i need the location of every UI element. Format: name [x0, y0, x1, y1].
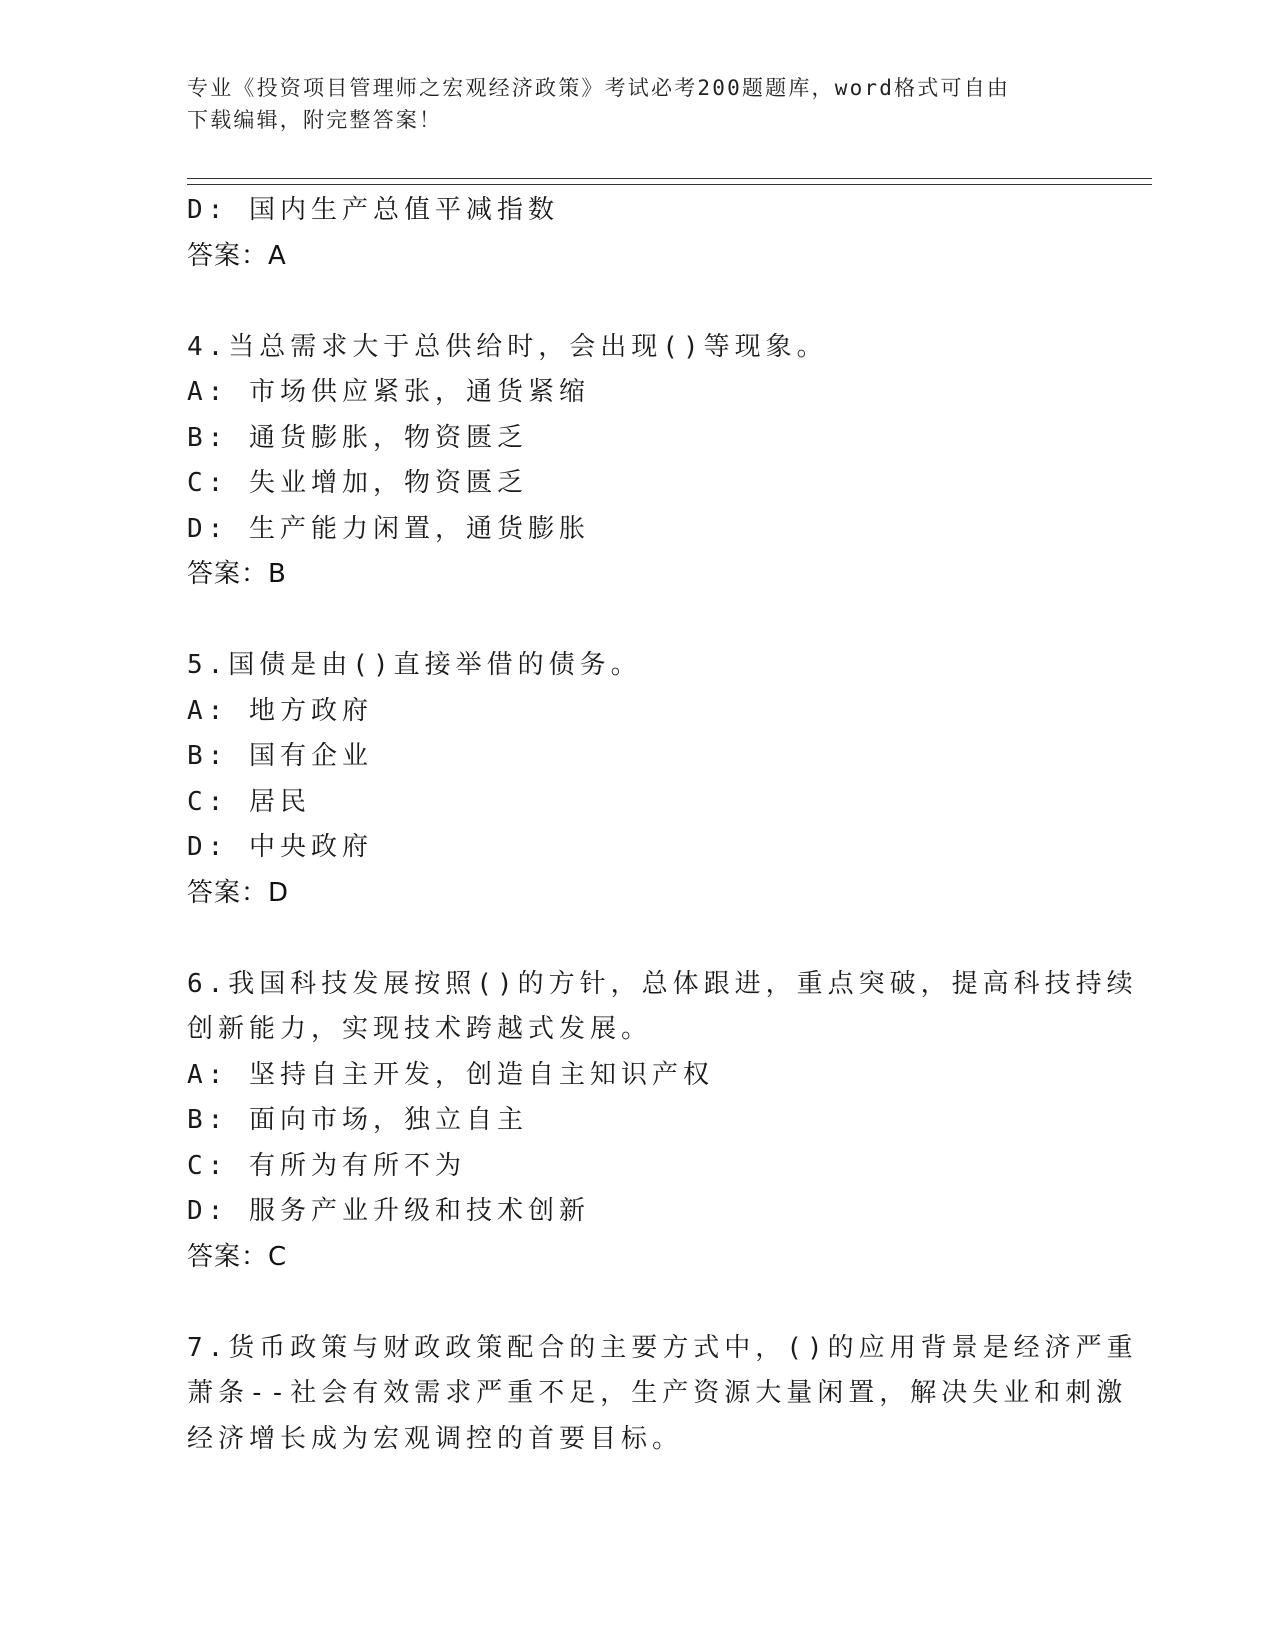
question-5-option-d: D: 中央政府	[187, 832, 373, 862]
question-6	[187, 962, 1138, 1281]
spacer	[187, 598, 1067, 644]
question-3-option-d: D: 国内生产总值平减指数	[187, 195, 559, 225]
question-7	[187, 1326, 1138, 1463]
question-6-text-line-1: 6.我国科技发展按照()的方针，总体跟进，重点突破，提高科技持续	[187, 968, 1138, 999]
question-6-option-b: B: 面向市场，独立自主	[187, 1105, 528, 1135]
question-6-option-a: A: 坚持自主开发，创造自主知识产权	[187, 1059, 714, 1090]
question-5-option-a: A: 地方政府	[187, 695, 373, 726]
header-line-2: 下载编辑，附完整答案！	[187, 108, 443, 132]
question-5-answer: 答案：D	[187, 877, 290, 908]
header-divider-top	[187, 178, 1152, 179]
question-5-text: 5.国债是由()直接举借的债务。	[187, 650, 642, 680]
header-divider-bottom	[187, 184, 1152, 185]
spacer	[187, 279, 1067, 325]
question-7-text-line-2: 萧条--社会有效需求严重不足，生产资源大量闲置，解决失业和刺激	[187, 1378, 1128, 1408]
question-6-option-d: D: 服务产业升级和技术创新	[187, 1196, 590, 1226]
question-6-option-c: C: 有所为有所不为	[187, 1150, 466, 1181]
spacer	[187, 916, 1067, 962]
question-5-option-b: B: 国有企业	[187, 741, 373, 771]
question-4	[187, 325, 1067, 598]
header-line-1: 专业《投资项目管理师之宏观经济政策》考试必考200题题库，word格式可自由	[187, 76, 1011, 100]
question-5	[187, 643, 1067, 916]
question-list	[187, 188, 1138, 1462]
question-4-text: 4.当总需求大于总供给时，会出现()等现象。	[187, 331, 828, 362]
spacer	[187, 1280, 1067, 1326]
question-4-option-b: B: 通货膨胀，物资匮乏	[187, 422, 528, 453]
question-7-text-line-1: 7.货币政策与财政政策配合的主要方式中，()的应用背景是经济严重	[187, 1332, 1138, 1363]
question-5-option-c: C: 居民	[187, 786, 311, 817]
question-6-answer: 答案：C	[187, 1241, 288, 1272]
question-4-answer: 答案：B	[187, 559, 287, 589]
document-header	[187, 72, 1067, 136]
question-6-text-line-2: 创新能力，实现技术跨越式发展。	[187, 1014, 653, 1044]
question-4-option-d: D: 生产能力闲置，通货膨胀	[187, 513, 590, 544]
question-3-answer: 答案：A	[187, 240, 287, 271]
question-7-text-line-3: 经济增长成为宏观调控的首要目标。	[187, 1423, 684, 1454]
question-4-option-c: C: 失业增加，物资匮乏	[187, 468, 528, 498]
question-4-option-a: A: 市场供应紧张，通货紧缩	[187, 377, 590, 407]
question-3	[187, 188, 1067, 279]
